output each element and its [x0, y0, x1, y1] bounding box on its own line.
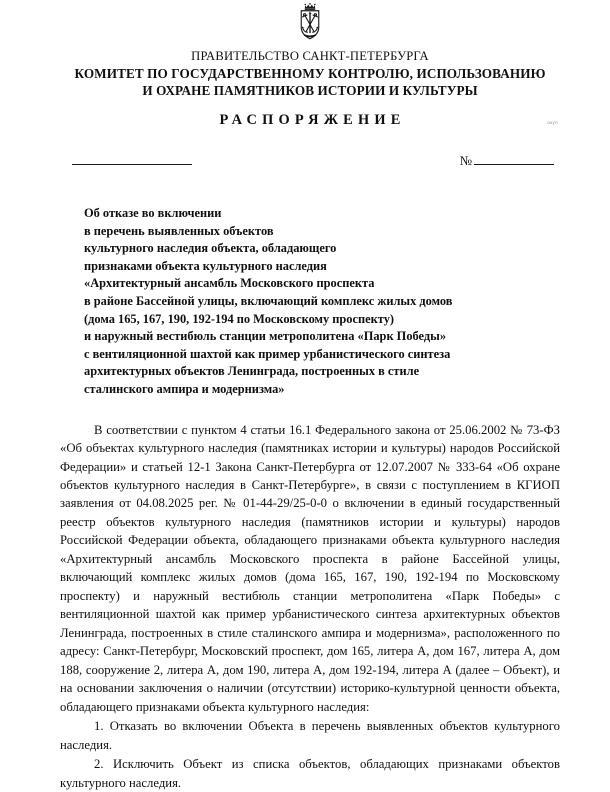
date-blank-line[interactable]	[72, 164, 192, 165]
ordinance-item-2: 2. Исключить Объект из списка объектов, обладающих признаками объектов культурного наследия.	[60, 757, 560, 790]
emblem-container	[60, 0, 560, 46]
document-body	[60, 421, 560, 792]
subject-line: с вентиляционной шахтой как пример урбанистического синтеза	[84, 346, 451, 361]
committee-line-1: КОМИТЕТ ПО ГОСУДАРСТВЕННОМУ КОНТРОЛЮ, ИСПОЛЬЗОВАНИЮ	[74, 66, 546, 82]
subject-line: архитектурных объектов Ленинграда, построенных в стиле	[84, 364, 420, 379]
number-blank-line[interactable]	[474, 164, 554, 165]
committee-name	[60, 66, 560, 100]
ordinance-item-1: 1. Отказать во включении Объекта в перечень выявленных объектов культурного наследия.	[60, 719, 560, 752]
subject-line: сталинского ампира и модернизма»	[84, 381, 285, 396]
document-header	[60, 48, 560, 100]
subject-line: (дома 165, 167, 190, 192-194 по Московскому проспекту)	[84, 311, 395, 326]
preamble-paragraph: В соответствии с пунктом 4 статьи 16.1 Федерального закона от 25.06.2002 № 73-ФЗ «Об объектах культурного наследия (памятниках истории и культуры) народов Российской Федерации» и статьей 12-1 Закона Санкт-Петербурга от 12.07.2007 № 333-64 «Об охране объектов культурного наследия в Санкт-Петербурге», в связи с поступлением в КГИОП заявления от 04.08.2025 рег. № 01-44-29/25-0-0 о включении в единый государственный реестр объектов культурного наследия (памятников истории и культуры) народов Российской Федерации объекта, обладающего признаками объекта культурного наследия «Архитектурный ансамбль Московского проспекта в районе Бассейной улицы, включающий комплекс жилых домов (дома 165, 167, 190, 192-194 по Московскому проспекту) и наружный вестибюль станции метрополитена «Парк Победы» с вентиляционной шахтой как пример урбанистического синтеза архитектурных объектов Ленинграда, построенных в стиле сталинского ампира и модернизма», расположенного по адресу: Санкт-Петербург, Московский проспект, дом 165, литера А, дом 167, литера А, дом 188, сооружение 2, литера А, дом 190, литера А, дом 192-194, литера А (далее – Объект), и на основании заключения о наличии (отсутствии) историко-культурной ценности объекта, обладающего признаками объекта культурного наследия:	[60, 422, 560, 714]
government-line: ПРАВИТЕЛЬСТВО САНКТ-ПЕТЕРБУРГА	[191, 49, 429, 63]
subject-line: Об отказе во включении	[84, 205, 222, 220]
subject-line: культурного наследия объекта, обладающего	[84, 241, 337, 256]
subject-line: в перечень выявленных объектов	[84, 223, 274, 238]
subject-block	[84, 205, 560, 399]
subject-line: и наружный вестибюль станции метрополитена «Парк Победы»	[84, 329, 447, 344]
stamp-note-text: окул	[547, 120, 558, 125]
saint-petersburg-coat-of-arms-icon	[288, 2, 332, 44]
document-type-title: РАСПОРЯЖЕНИЕ	[219, 111, 406, 128]
subject-line: признаками объекта культурного наследия	[84, 258, 327, 273]
subject-line: «Архитектурный ансамбль Московского проспекта	[84, 276, 375, 291]
number-label: №	[459, 152, 472, 168]
subject-line: в районе Бассейной улицы, включающий комплекс жилых домов	[84, 293, 453, 308]
date-number-row	[60, 147, 560, 181]
committee-line-2: И ОХРАНЕ ПАМЯТНИКОВ ИСТОРИИ И КУЛЬТУРЫ	[142, 83, 478, 98]
